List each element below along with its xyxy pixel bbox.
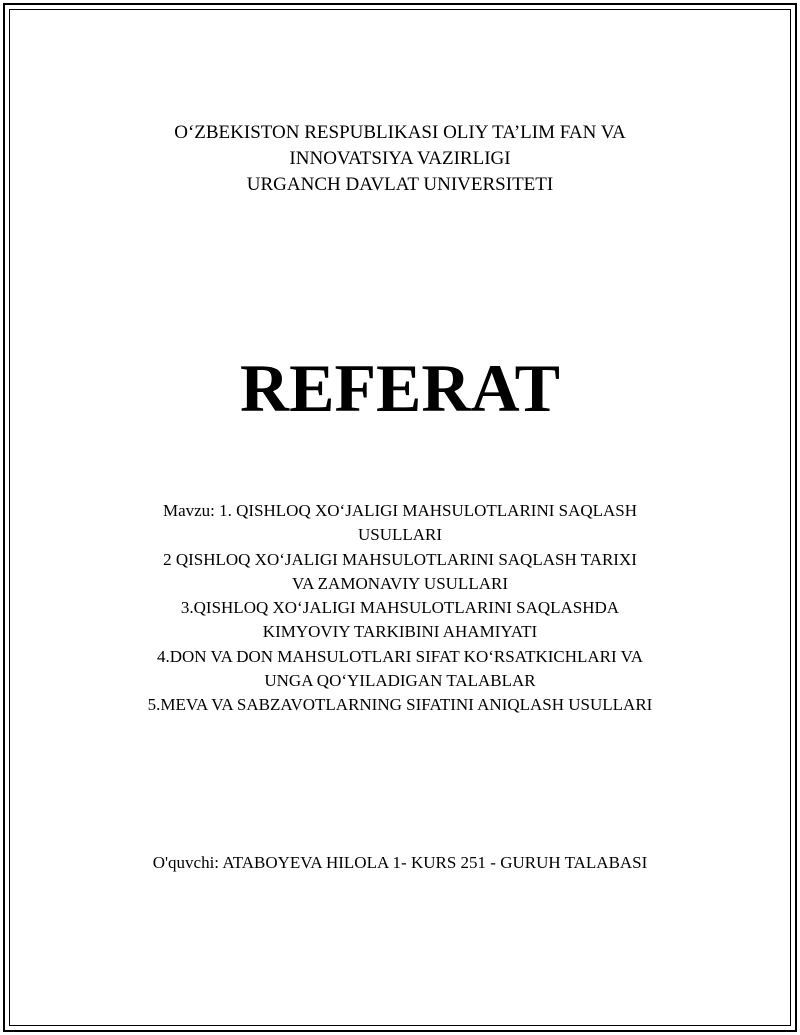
topic-block	[0, 499, 800, 718]
header-line-ministry-1: O‘ZBEKISTON RESPUBLIKASI OLIY TA’LIM FAN VA	[174, 122, 626, 143]
header-line-ministry-2: INNOVATSIYA VAZIRLIGI	[289, 148, 511, 169]
document-title: REFERAT	[240, 350, 560, 426]
student-info: O'quvchi: ATABOYEVA HILOLA 1- KURS 251 - GURUH TALABASI	[152, 853, 648, 872]
topic-line: UNGA QO‘YILADIGAN TALABLAR	[264, 671, 536, 691]
topic-line: 4.DON VA DON MAHSULOTLARI SIFAT KO‘RSATKICHLARI VA	[157, 646, 643, 666]
topic-line: VA ZAMONAVIY USULLARI	[292, 573, 508, 593]
topic-line: USULLARI	[357, 525, 443, 545]
topic-line: 3.QISHLOQ XO‘JALIGI MAHSULOTLARINI SAQLASHDA	[180, 598, 620, 618]
header-line-university: URGANCH DAVLAT UNIVERSITETI	[246, 174, 554, 195]
topic-line: 2 QISHLOQ XO‘JALIGI MAHSULOTLARINI SAQLASH TARIXI	[163, 549, 637, 569]
topic-line: 5.MEVA VA SABZAVOTLARNING SIFATINI ANIQLASH USULLARI	[147, 695, 653, 715]
institution-header	[0, 120, 800, 198]
topic-line: Mavzu: 1. QISHLOQ XO‘JALIGI MAHSULOTLARINI SAQLASH	[162, 501, 638, 520]
topic-line: KIMYOVIY TARKIBINI AHAMIYATI	[262, 622, 538, 642]
